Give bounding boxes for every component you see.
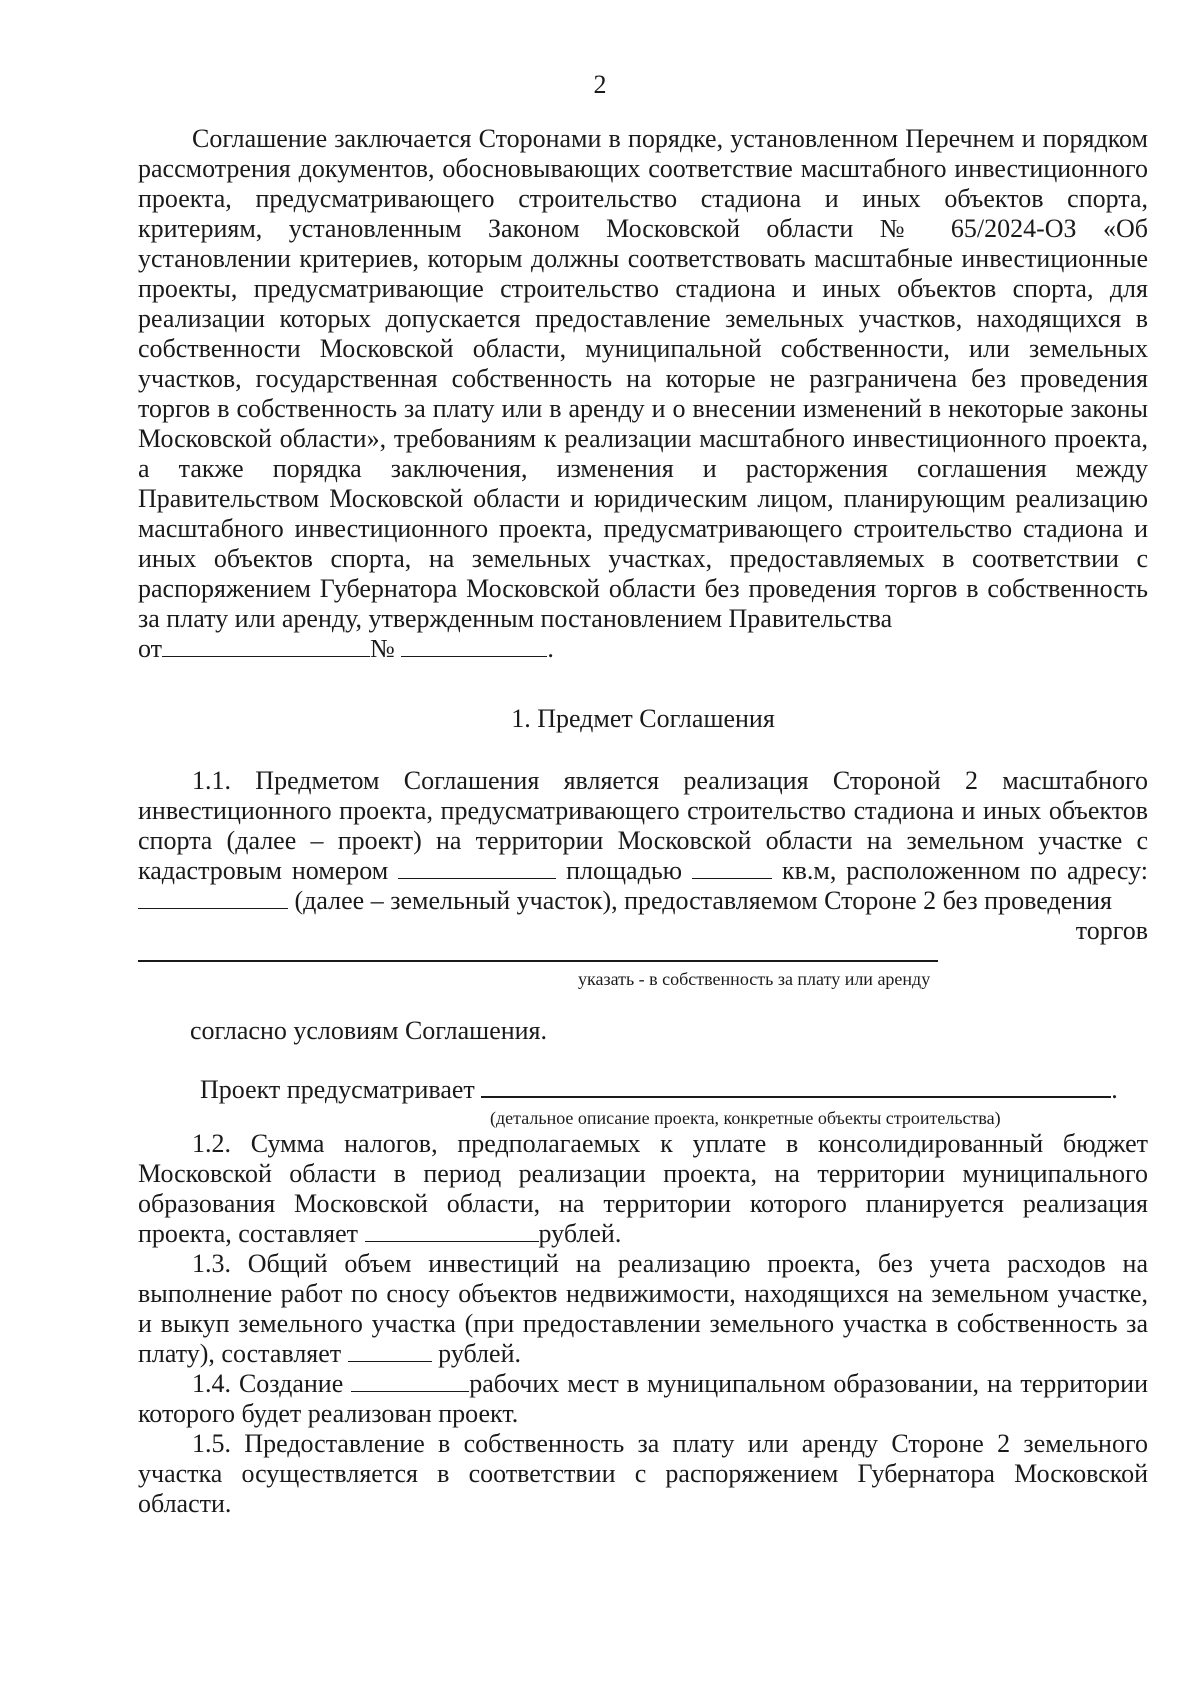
- cadastral-number-blank: [398, 856, 556, 879]
- number-label: №: [370, 634, 395, 663]
- clause-1-4-text-a: 1.4. Создание: [192, 1369, 344, 1398]
- date-blank: [162, 634, 370, 657]
- clause-1-3-text-b: рублей.: [438, 1339, 521, 1368]
- clause-1-4-text-b: рабочих мест в муниципальном образовании, на территории которого будет реализован проект.: [138, 1369, 1149, 1428]
- number-blank: [401, 634, 547, 657]
- section-heading: 1. Предмет Соглашения: [511, 704, 775, 733]
- clause-1-2-text-a: 1.2. Сумма налогов, предполагаемых к уплате в консолидированный бюджет Московской области в период реализации проекта, на территории муниципального образования Московской области, на территории которого планируется реализация проекта, составляет: [138, 1129, 1148, 1248]
- clause-1-1-text-c: кв.м, расположенном по адресу:: [781, 856, 1149, 885]
- accord-line: согласно условиям Соглашения.: [190, 1016, 548, 1045]
- clause-1-1-text-a: 1.1. Предметом Соглашения является реализация Стороной 2 масштабного инвестиционного проекта, предусматривающего строительство стадиона и иных объектов спорта (далее – проект) на территории Московской области на земельном участке с кадастровым номером: [138, 766, 1148, 885]
- area-blank: [692, 856, 772, 879]
- jobs-blank: [351, 1369, 469, 1392]
- project-line: [138, 1074, 1148, 1105]
- investment-blank: [348, 1339, 432, 1362]
- clause-1-4: [138, 1369, 1148, 1429]
- clause-1-1: [138, 766, 1148, 916]
- clause-1-1-text-d: (далее – земельный участок), предоставляемом Стороне 2 без проведения: [294, 886, 1112, 915]
- rights-blank-line: [138, 960, 938, 962]
- intro-signature-line: [138, 634, 1148, 664]
- project-note: (детальное описание проекта, конкретные объекты строительства): [490, 1108, 1001, 1128]
- clause-1-5: 1.5. Предоставление в собственность за плату или аренду Стороне 2 земельного участка осуществляется в соответствии с распоряжением Губернатора Московской области.: [138, 1429, 1148, 1518]
- clause-1-1-text-b: площадью: [566, 856, 683, 885]
- project-end: .: [1111, 1075, 1118, 1104]
- intro-end: .: [547, 634, 554, 663]
- clause-1-3: [138, 1249, 1148, 1369]
- intro-text: Соглашение заключается Сторонами в порядке, установленном Перечнем и порядком рассмотрения документов, обосновывающих соответствие масштабного инвестиционного проекта, предусматривающего строительство стадиона и иных объектов спорта, критериям, установленным Законом Московской области № 65/2024-ОЗ «Об установлении критериев, которым должны соответствовать масштабные инвестиционные проекты, предусматривающие строительство стадиона и иных объектов спорта, для реализации которых допускается предоставление земельных участков, находящихся в собственности Московской области, муниципальной собственности, или земельных участков, государственная собственность на которые не разграничена без проведения торгов в собственность за плату или в аренду и о внесении изменений в некоторые законы Московской области», требованиям к реализации масштабного инвестиционного проекта, а также порядка заключения, изменения и расторжения соглашения между Правительством Московской области и юридическим лицом, планирующим реализацию масштабного инвестиционного проекта, предусматривающего строительство стадиона и иных объектов спорта, на земельных участках, предоставляемых в соответствии с распоряжением Губернатора Московской области без проведения торгов в собственность за плату или аренду, утвержденным постановлением Правительства: [138, 124, 1148, 633]
- project-label: Проект предусматривает: [200, 1075, 475, 1104]
- from-label: от: [138, 634, 163, 663]
- project-description-blank: [481, 1074, 1111, 1098]
- tax-sum-blank: [365, 1219, 539, 1242]
- page-number: 2: [593, 70, 607, 99]
- address-blank: [138, 886, 288, 909]
- clause-1-1-tail: [138, 916, 1148, 946]
- rights-note: указать - в собственность за плату или аренду: [578, 969, 931, 989]
- clause-1-3-text-a: 1.3. Общий объем инвестиций на реализацию проекта, без учета расходов на выполнение работ по сносу объектов недвижимости, находящихся на земельном участке, и выкуп земельного участка (при предоставлении земельного участка в собственность за плату), составляет: [138, 1249, 1148, 1368]
- document-body: [138, 124, 1148, 1519]
- clause-1-2: [138, 1129, 1148, 1249]
- clause-1-1-text-e: торгов: [1075, 916, 1148, 945]
- clause-1-2-text-b: рублей.: [538, 1219, 622, 1248]
- intro-paragraph: [138, 124, 1148, 634]
